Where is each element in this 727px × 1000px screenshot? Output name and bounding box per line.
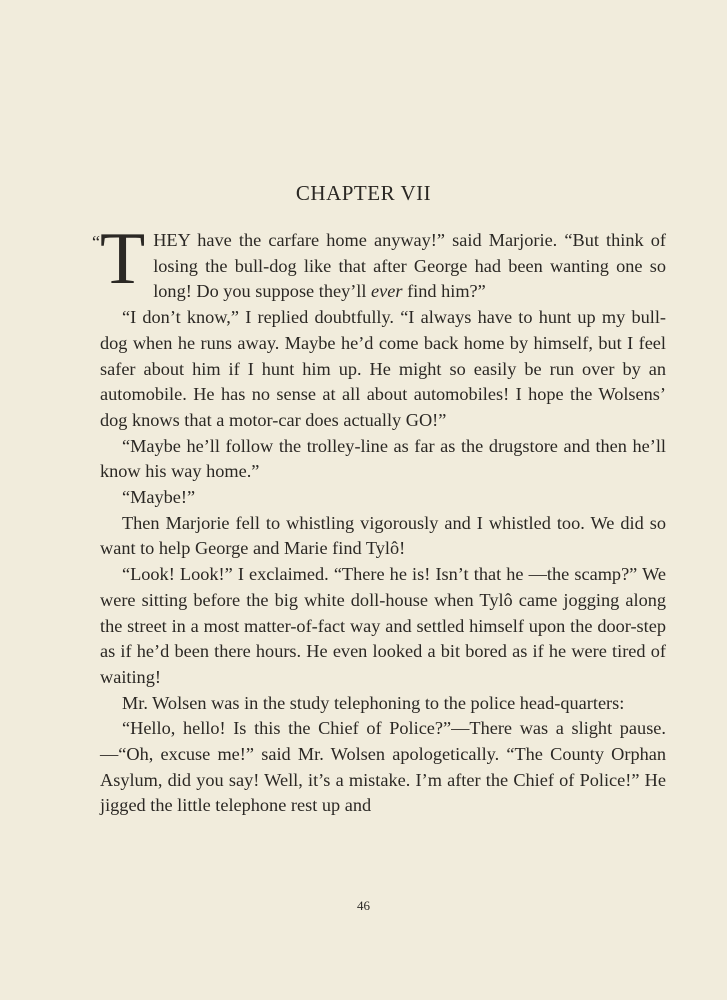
paragraph: Then Marjorie fell to whistling vigorously and I whistled too. We did so want to help George and Marie find Tylô! xyxy=(100,512,666,559)
paragraph: Mr. Wolsen was in the study telephoning to the police head-quarters: xyxy=(122,692,625,713)
opening-text-start: HEY have the carfare home anyway!” said Marjorie. “But think of losing the bull-dog like that after George had been wanting one so long! Do you suppose they’ll xyxy=(153,230,666,302)
paragraph: “Maybe he’ll follow the trolley-line as far as the drugstore and then he’ll know his way home.” xyxy=(100,435,666,482)
paragraph: “Look! Look!” I exclaimed. “There he is! Isn’t that he —the scamp?” We were sitting before the big white doll-house when Tylô came jogging along the street in a most matter-of-fact way and settled himself upon the door-step as if he’d been there hours. He even looked a bit bored as if he were tired of waiting! xyxy=(100,564,666,687)
page-number: 46 xyxy=(357,898,370,913)
opening-paragraph xyxy=(92,218,666,305)
body-text xyxy=(92,218,666,819)
paragraph: “Hello, hello! Is this the Chief of Police?”—There was a slight pause.—“Oh, excuse me!” said Mr. Wolsen apologetically. “The County Orphan Asylum, did you say! Well, it’s a mistake. I’m after the Chief of Police!” He jigged the little telephone rest up and xyxy=(100,718,666,816)
drop-cap-group xyxy=(92,218,146,300)
paragraph: “I don’t know,” I replied doubtfully. “I always have to hunt up my bull-dog when he runs away. Maybe he’d come back home by himself, but I feel safer about him if I hunt him up. He might so easily be run over by an automobile. He has no sense at all about automobiles! I hope the Wolsens’ dog knows that a motor-car does actually GO!” xyxy=(100,307,666,430)
chapter-title: CHAPTER VII xyxy=(295,181,432,205)
opening-text-end: find him?” xyxy=(402,281,486,302)
emphasized-word: ever xyxy=(371,281,403,302)
drop-cap-open-quote: “ xyxy=(92,232,100,252)
drop-cap-letter: T xyxy=(100,218,146,300)
paragraph: “Maybe!” xyxy=(122,487,196,508)
